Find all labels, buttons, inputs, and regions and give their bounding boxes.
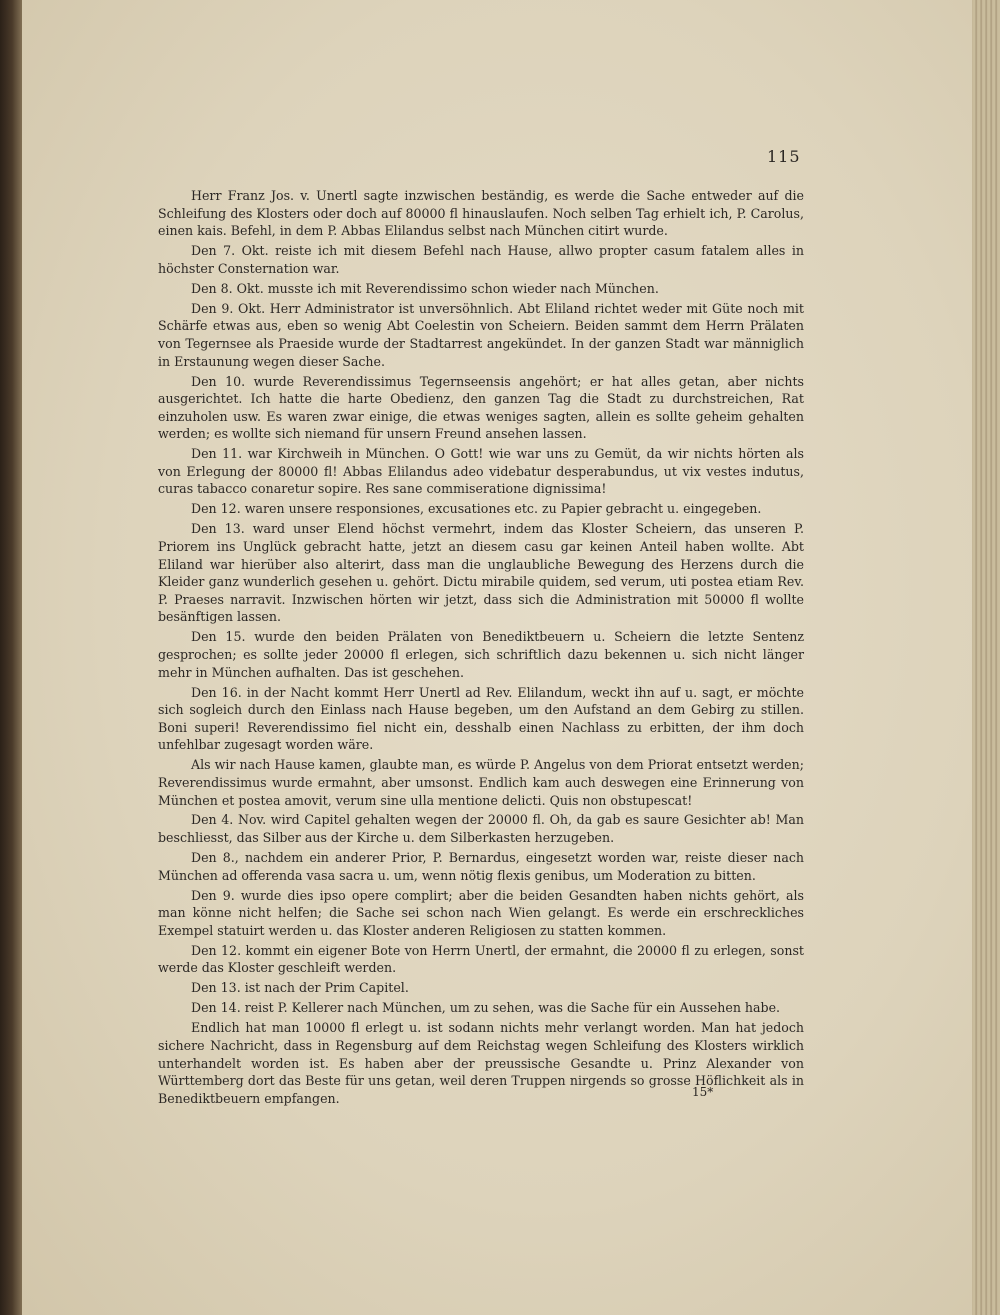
page-number: 115 [767,147,801,166]
paragraph: Den 13. ist nach der Prim Capitel. [191,980,409,996]
page-stack-edge [968,0,1000,1315]
body-text [158,187,804,1110]
paragraph: Endlich hat man 10000 fl erlegt u. ist sodann nichts mehr verlangt worden. Man hat jedoch sichere Nachricht, dass in Regensburg auf dem Reichstag wegen Schleifung des Klosters wirklich unterhandelt worden ist. Es haben aber der preussische Gesandte u. Prinz Alexander von Württemberg dort das Beste für uns getan, weil deren Truppen nirgends so grosse Höflichkeit als in Benediktbeuern empfangen. [158,1020,804,1106]
paragraph: Den 4. Nov. wird Capitel gehalten wegen der 20000 fl. Oh, da gab es saure Gesichter ab! Man beschliesst, das Silber aus der Kirche u. dem Silberkasten herzugeben. [158,812,804,846]
paragraph: Den 10. wurde Reverendissimus Tegernseensis angehört; er hat alles getan, aber nichts ausgerichtet. Ich hatte die harte Obedienz, den ganzen Tag die Stadt zu durchstreichen, Rat einzuholen usw. Es waren zwar einige, die etwas weniges sagten, allein es sollte geheim gehalten werden; es wollte sich niemand für unsern Freund ansehen lassen. [158,373,804,442]
paragraph: Den 15. wurde den beiden Prälaten von Benediktbeuern u. Scheiern die letzte Sentenz gesprochen; es sollte jeder 20000 fl erlegen, sich schriftlich dazu bekennen u. sich nicht länger mehr in München aufhalten. Das ist geschehen. [158,629,804,680]
paragraph: Den 12. kommt ein eigener Bote von Herrn Unertl, der ermahnt, die 20000 fl zu erlegen, sonst werde das Kloster geschleift werden. [158,942,804,976]
paragraph: Den 14. reist P. Kellerer nach München, um zu sehen, was die Sache für ein Aussehen habe. [191,1000,781,1016]
paragraph: Den 8., nachdem ein anderer Prior, P. Bernardus, eingesetzt worden war, reiste dieser nach München ad offerenda vasa sacra u. um, wenn nötig flexis genibus, um Moderation zu bitten. [158,850,804,883]
paragraph: Als wir nach Hause kamen, glaubte man, es würde P. Angelus von dem Priorat entsetzt werden; Reverendissimus wurde ermahnt, aber umsonst. Endlich kam auch deswegen eine Erinnerung von München et postea amovit, verum sine ulla mentione delicti. Quis non obstupescat! [158,757,804,808]
paragraph: Den 8. Okt. musste ich mit Reverendissimo schon wieder nach München. [191,280,659,296]
paragraph: Den 9. wurde dies ipso opere complirt; aber die beiden Gesandten haben nichts gehört, als man könne nicht helfen; die Sache sei schon nach Wien gelangt. Es werde ein erschreckliches Exempel statuirt werden u. das Kloster anderen Religiosen zu statten kommen. [158,887,804,938]
paragraph: Den 13. ward unser Elend höchst vermehrt, indem das Kloster Scheiern, das unseren P. Priorem ins Unglück gebracht hatte, jetzt an diesem casu gar keinen Anteil haben wollte. Abt Eliland war hierüber also alterirt, dass man die unglaubliche Bewegung des Herzens durch die Kleider ganz wunderlich gesehen u. gehört. Dictu mirabile quidem, sed verum, uti postea etiam Rev. P. Praeses narravit. Inzwischen hörten wir jetzt, dass sich die Administration mit 50000 fl wollte besänftigen lassen. [158,521,804,625]
book-page [22,0,972,1315]
paragraph: Den 16. in der Nacht kommt Herr Unertl ad Rev. Elilandum, weckt ihn auf u. sagt, er möchte sich sogleich durch den Einlass nach Hause begeben, um den Aufstand an dem Gebirg zu stillen. Boni superi! Reverendissimo fiel nicht ein, desshalb einen Nachlass zu erbitten, der ihm doch unfehlbar zugesagt worden wäre. [158,684,804,753]
paragraph: Den 11. war Kirchweih in München. O Gott! wie war uns zu Gemüt, da wir nichts hörten als von Erlegung der 80000 fl! Abbas Elilandus adeo videbatur desperabundus, ut vix vestes indutus, curas tabacco conaretur sopire. Res sane commiseratione dignissima! [158,446,804,497]
paragraph: Den 12. waren unsere responsiones, excusationes etc. zu Papier gebracht u. eingegeben. [191,501,762,517]
printer-signature-mark: 15* [692,1085,714,1099]
paragraph: Den 9. Okt. Herr Administrator ist unversöhnlich. Abt Eliland richtet weder mit Güte noch mit Schärfe etwas aus, eben so wenig Abt Coelestin von Scheiern. Beiden sammt dem Herrn Prälaten von Tegernsee als Praeside wurde der Stadtarrest angekündet. In der ganzen Stadt war männiglich in Erstaunung wegen dieser Sache. [158,300,804,369]
paragraph: Herr Franz Jos. v. Unertl sagte inzwischen beständig, es werde die Sache entweder auf die Schleifung des Klosters oder doch auf 80000 fl hinauslaufen. Noch selben Tag erhielt ich, P. Carolus, einen kais. Befehl, in dem P. Abbas Elilandus selbst nach München citirt wurde. [158,188,804,239]
paragraph: Den 7. Okt. reiste ich mit diesem Befehl nach Hause, allwo propter casum fatalem alles in höchster Consternation war. [158,243,804,276]
